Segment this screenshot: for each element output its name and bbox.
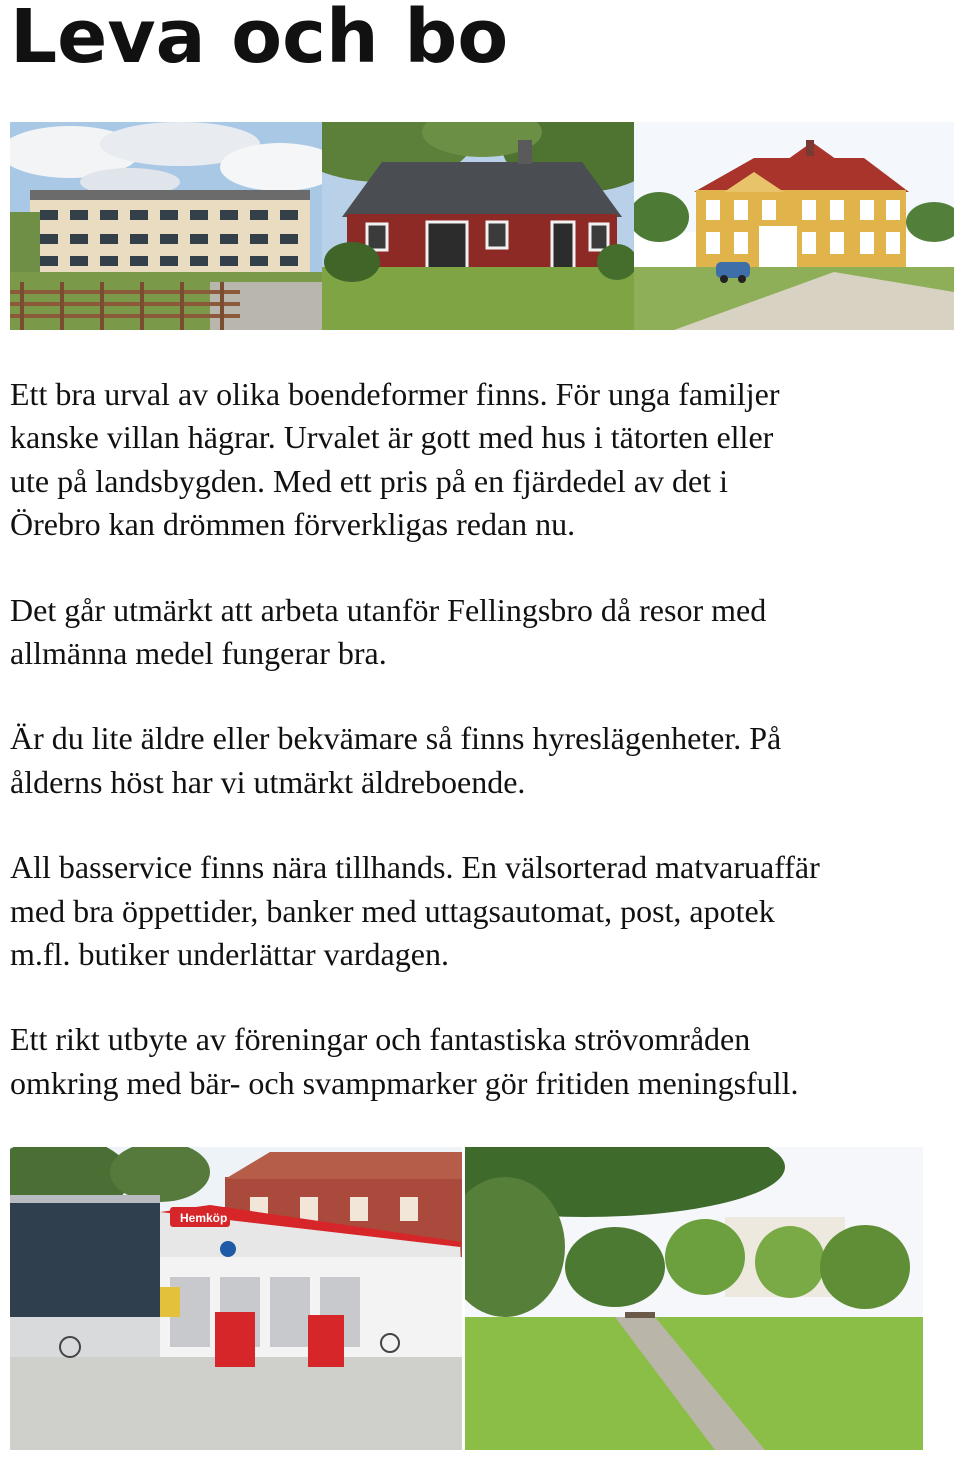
store-sign-text: Hemköp — [180, 1211, 228, 1225]
red-wooden-house-photo — [322, 122, 634, 330]
grocery-store-photo — [10, 1147, 462, 1450]
paragraph-leisure: Ett rikt utbyte av föreningar och fantastiska strövområden omkring med bär- och svampmarker gör fritiden meningsfull. — [10, 1021, 799, 1101]
paragraph-seniors: Är du lite äldre eller bekvämare så finns hyreslägenheter. På ålderns höst har vi utmärkt äldreboende. — [10, 720, 782, 800]
paragraph-commuting: Det går utmärkt att arbeta utanför Fellingsbro då resor med allmänna medel fungerar bra. — [10, 591, 767, 672]
yellow-villa-photo — [634, 122, 954, 330]
park-photo — [465, 1147, 923, 1450]
paragraph-housing: Ett bra urval av olika boendeformer finns. För unga familjer kanske villan hägrar. Urvalet är gott med hus i tätorten eller ute på landsbygden. Med ett pris på en fjärdedel av det i Örebro kan drömmen förverkligas redan nu. — [10, 376, 780, 543]
body-text — [10, 373, 960, 1147]
apartment-buildings-photo — [10, 122, 322, 330]
page-title: Leva och bo — [10, 0, 509, 80]
paragraph-services: All basservice finns nära tillhands. En välsorterad matvaruaffär med bra öppettider, banker med uttagsautomat, post, apotek m.fl. butiker underlättar vardagen. — [10, 849, 820, 973]
